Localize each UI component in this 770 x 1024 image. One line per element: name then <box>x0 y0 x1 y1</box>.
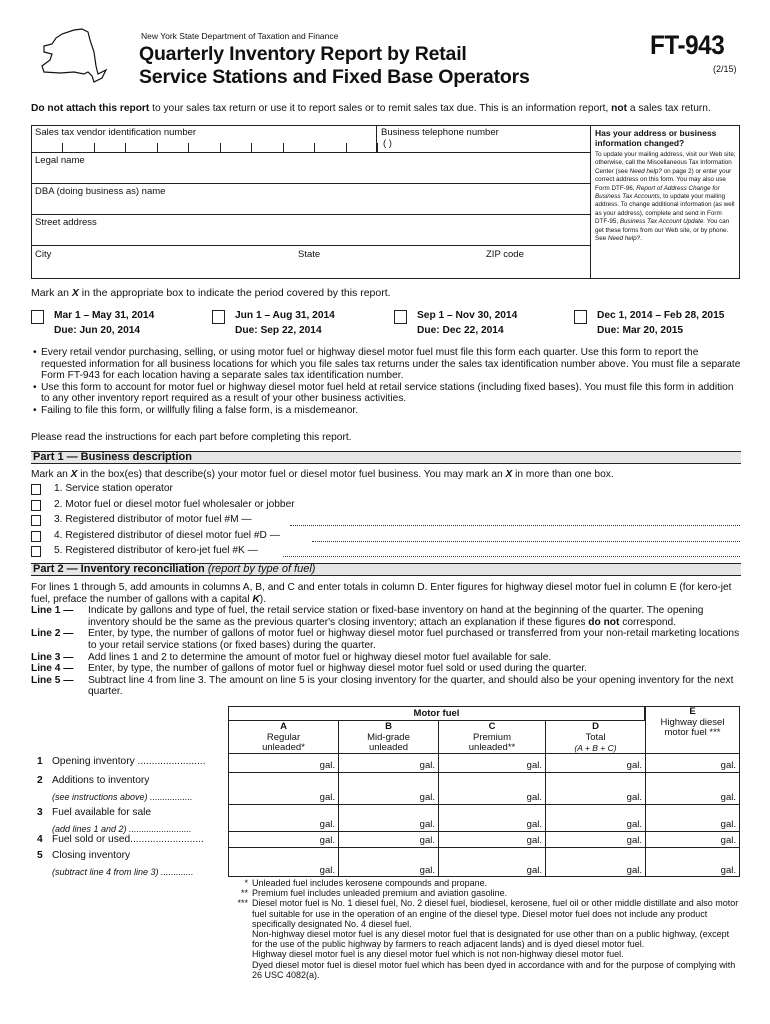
part2-line-2-instruction: Line 2 — Enter, by type, the number of gallons of motor fuel or highway diesel motor fuel purchased or transferred from your non-retail marketing locations to your retail service stations (or fixed bases) during the quarter. <box>31 628 740 651</box>
digit-divider <box>314 143 315 153</box>
unit-label: gal. <box>720 792 736 803</box>
part2-instructions <box>31 582 741 698</box>
period-instruction: Mark an X in the appropriate box to indicate the period covered by this report. <box>31 287 391 299</box>
row-1-col-a-input[interactable] <box>228 753 338 772</box>
unit-label: gal. <box>319 835 335 846</box>
part2-line-1-instruction: Line 1 — Indicate by gallons and type of fuel, the retail service station or fixed-base inventory on hand at the beginning of the quarter. The opening inventory should be the same as the previous quarter's closing inventory; attach an explanation if these figures do not correspond. <box>31 605 704 628</box>
unit-label: gal. <box>526 819 542 830</box>
column-d-header: D Total (A + B + C) <box>545 720 645 753</box>
unit-label: gal. <box>720 819 736 830</box>
part2-intro: For lines 1 through 5, add amounts in columns A, B, and C and enter totals in column D. Enter figures for highway diesel motor fuel in column E (for kero-jet fuel, preface the number of gallons with a capital K). <box>31 582 732 605</box>
distributor-number-field-4[interactable] <box>312 541 740 542</box>
digit-divider <box>157 143 158 153</box>
bullet-item: • Every retail vendor purchasing, selling, or using motor fuel or highway diesel motor fuel must file this form each quarter. Use this form to report the requested information for all business locations for which you file sales tax returns under the sales tax identification number above. You must file a separate Form FT-943 for each location having a separate sales tax identification number. <box>31 347 741 382</box>
unit-label: gal. <box>626 865 642 876</box>
unit-label: gal. <box>720 760 736 771</box>
form-revision: (2/15) <box>713 64 737 74</box>
city-field[interactable]: City <box>35 249 52 260</box>
period-option-2 <box>235 308 335 338</box>
unit-label: gal. <box>526 760 542 771</box>
row-2-label: 2 Additions to inventory (see instructions above) ................. <box>37 775 193 802</box>
period-due-date: Due: Mar 20, 2015 <box>597 325 684 336</box>
footnote: ** Premium fuel includes unleaded premium and aviation gasoline. <box>240 888 508 899</box>
part2-line-5-instruction: Line 5 — Subtract line 4 from line 3. The amount on line 5 is your closing inventory for the quarter, and should also be your opening inventory for the next quarter. <box>31 674 734 698</box>
bullet-item: • Failing to file this form, or willfully filing a false form, is a misdemeanor. <box>31 405 741 417</box>
row-2-col-c-input[interactable] <box>438 772 545 804</box>
bullet-item: • Use this form to account for motor fuel or highway diesel motor fuel held at retail service stations (including fixed bases). You must file this form in addition to any other inventory report required as a result of your other business activities. <box>31 382 741 405</box>
unit-label: gal. <box>720 865 736 876</box>
row-3-col-c-input[interactable] <box>438 804 545 831</box>
digit-divider <box>94 143 95 153</box>
digit-divider <box>188 143 189 153</box>
period-range: Dec 1, 2014 – Feb 28, 2015 <box>597 310 725 321</box>
unit-label: gal. <box>626 760 642 771</box>
digit-divider <box>220 143 221 153</box>
row-5-col-d-input[interactable] <box>545 847 645 877</box>
unit-label: gal. <box>319 819 335 830</box>
unit-label: gal. <box>419 819 435 830</box>
digit-divider <box>251 143 252 153</box>
unit-label: gal. <box>626 792 642 803</box>
address-change-text: To update your mailing address, visit our Web site; otherwise, call the Miscellaneous Tax Information Center (see Need help? on page 2) or enter your correct address on this form. You may also use Form DTF-96, Report of Address Change for Business Tax Accounts, to update your mailing address. To change additional information (as well as your address), complete and send in Form DTF-95, Business Tax Account Update. You can get these forms from our Web site, or by phone. See Need help?. <box>595 151 736 243</box>
period-range: Jun 1 – Aug 31, 2014 <box>235 310 335 321</box>
unit-label: gal. <box>419 865 435 876</box>
unit-label: gal. <box>626 819 642 830</box>
form-title: Quarterly Inventory Report by Retail Service Stations and Fixed Base Operators <box>139 43 530 88</box>
part2-line-4-instruction: Line 4 — Enter, by type, the number of gallons of motor fuel or highway diesel motor fuel sold or used during the quarter. <box>31 663 587 675</box>
column-c-header: C Premium unleaded** <box>438 720 545 753</box>
unit-label: gal. <box>526 835 542 846</box>
footnote: Dyed diesel motor fuel is diesel motor fuel which has been dyed in accordance with and for the purpose of complying with 26 USC 4082(a). <box>252 959 736 980</box>
row-1-label: 1 Opening inventory ........................ <box>37 756 206 767</box>
period-range: Sep 1 – Nov 30, 2014 <box>417 310 518 321</box>
phone-field[interactable]: Business telephone number ( ) <box>377 125 591 153</box>
footnote: * Unleaded fuel includes kerosene compounds and propane. <box>244 878 488 888</box>
business-type-label-2: 2. Motor fuel or diesel motor fuel wholesaler or jobber <box>54 498 295 510</box>
period-checkbox-2[interactable] <box>212 310 225 324</box>
footnote: *** Diesel motor fuel is No. 1 diesel fuel, No. 2 diesel fuel, biodiesel, kerosene, fuel oil or other middle distillate and also motor fuel suitable for use in the operation of an engine of the diesel type. Diesel motor fuel does not include any product specifically designated No. 4 diesel fuel. <box>237 898 739 929</box>
business-type-checkbox-4[interactable] <box>31 531 41 542</box>
row-1-col-c-input[interactable] <box>438 753 545 772</box>
unit-label: gal. <box>526 865 542 876</box>
row-3-col-d-input[interactable] <box>545 804 645 831</box>
row-3-col-a-input[interactable] <box>228 804 338 831</box>
row-4-col-b-input[interactable] <box>338 831 438 847</box>
business-type-label-4: 4. Registered distributor of diesel motor fuel #D — <box>54 529 280 541</box>
state-field[interactable]: State <box>298 249 321 260</box>
row-4-col-e-input[interactable] <box>645 831 740 847</box>
unit-label: gal. <box>319 760 335 771</box>
period-checkbox-1[interactable] <box>31 310 44 324</box>
unit-label: gal. <box>720 835 736 846</box>
business-type-checkbox-3[interactable] <box>31 515 41 526</box>
period-range: Mar 1 – May 31, 2014 <box>54 310 155 321</box>
nys-logo <box>30 26 110 88</box>
part2-header: Part 2 — Inventory reconciliation (report by type of fuel) <box>31 563 741 576</box>
digit-divider <box>62 143 63 153</box>
row-1-col-d-input[interactable] <box>545 753 645 772</box>
agency-name: New York State Department of Taxation and Finance <box>141 31 339 41</box>
distributor-number-field-3[interactable] <box>290 525 740 526</box>
business-type-checkbox-2[interactable] <box>31 500 41 511</box>
read-instructions: Please read the instructions for each part before completing this report. <box>31 432 352 443</box>
row-3-col-b-input[interactable] <box>338 804 438 831</box>
distributor-number-field-5[interactable] <box>283 556 740 557</box>
street-address-field[interactable]: Street address <box>31 215 591 246</box>
dba-name-field[interactable]: DBA (doing business as) name <box>31 184 591 215</box>
period-option-4 <box>597 308 724 338</box>
footnote: Non-highway diesel motor fuel is any diesel motor fuel that is designated for use other than on a public highway, (except for the use of the public highway by farmers to reach adjacent lands) and is dyed diesel motor fuel. <box>252 929 730 950</box>
row-5-col-a-input[interactable] <box>228 847 338 877</box>
legal-name-field[interactable]: Legal name <box>31 153 591 184</box>
unit-label: gal. <box>526 792 542 803</box>
unit-label: gal. <box>419 760 435 771</box>
business-type-checkbox-1[interactable] <box>31 484 41 495</box>
period-due-date: Due: Sep 22, 2014 <box>235 325 322 336</box>
business-type-checkbox-5[interactable] <box>31 546 41 557</box>
period-option-1 <box>54 308 154 338</box>
unit-label: gal. <box>626 835 642 846</box>
row-2-col-d-input[interactable] <box>545 772 645 804</box>
row-3-col-e-input[interactable] <box>645 804 740 831</box>
filing-requirements <box>31 347 741 417</box>
row-3-label: 3 Fuel available for sale (add lines 1 and 2) ......................... <box>37 807 192 834</box>
column-e-header: E Highway diesel motor fuel *** <box>645 706 740 753</box>
unit-label: gal. <box>319 792 335 803</box>
business-type-label-5: 5. Registered distributor of kero-jet fuel #K — <box>54 545 258 556</box>
part1-intro: Mark an X in the box(es) that describe(s) your motor fuel or diesel motor fuel business. You may mark an X in more than one box. <box>31 469 614 480</box>
period-due-date: Due: Dec 22, 2014 <box>417 325 504 336</box>
period-checkbox-4[interactable] <box>574 310 587 324</box>
part2-line-3-instruction: Line 3 — Add lines 1 and 2 to determine the amount of motor fuel or highway diesel motor fuel available for sale. <box>31 651 552 663</box>
footnotes <box>230 878 740 980</box>
address-change-box <box>591 125 740 279</box>
row-4-col-c-input[interactable] <box>438 831 545 847</box>
digit-divider <box>125 143 126 153</box>
row-1-col-b-input[interactable] <box>338 753 438 772</box>
period-checkbox-3[interactable] <box>394 310 407 324</box>
unit-label: gal. <box>419 792 435 803</box>
digit-divider <box>346 143 347 153</box>
row-4-label: 4 Fuel sold or used.......................... <box>37 834 204 845</box>
row-4-col-a-input[interactable] <box>228 831 338 847</box>
row-5-col-b-input[interactable] <box>338 847 438 877</box>
column-a-header: A Regular unleaded* <box>228 720 338 753</box>
row-4-col-d-input[interactable] <box>545 831 645 847</box>
row-2-col-b-input[interactable] <box>338 772 438 804</box>
row-5-col-c-input[interactable] <box>438 847 545 877</box>
address-change-heading: Has your address or business information changed? <box>595 128 717 148</box>
digit-divider <box>377 143 378 153</box>
row-5-col-e-input[interactable] <box>645 847 740 877</box>
row-1-col-e-input[interactable] <box>645 753 740 772</box>
row-5-label: 5 Closing inventory (subtract line 4 from line 3) ............. <box>37 850 194 877</box>
motor-fuel-group-header: Motor fuel <box>228 706 645 720</box>
zip-field[interactable]: ZIP code <box>486 249 524 260</box>
digit-divider <box>283 143 284 153</box>
column-b-header: B Mid-grade unleaded <box>338 720 438 753</box>
form-number: FT-943 <box>650 30 725 60</box>
period-due-date: Due: Jun 20, 2014 <box>54 325 141 336</box>
footnote: Highway diesel motor fuel is any diesel motor fuel which is not non-highway diesel motor fuel. <box>252 949 624 960</box>
unit-label: gal. <box>419 835 435 846</box>
row-2-col-a-input[interactable] <box>228 772 338 804</box>
row-2-col-e-input[interactable] <box>645 772 740 804</box>
business-type-label-1: 1. Service station operator <box>54 483 173 494</box>
unit-label: gal. <box>319 865 335 876</box>
vendor-id-field[interactable]: Sales tax vendor identification number <box>31 125 377 153</box>
business-type-label-3: 3. Registered distributor of motor fuel #M — <box>54 514 252 525</box>
part1-header: Part 1 — Business description <box>31 451 741 464</box>
period-option-3 <box>417 308 517 338</box>
notice-line: Do not attach this report to your sales tax return or use it to report sales or to remit sales tax due. This is an information report, not a sales tax return. <box>31 103 711 114</box>
